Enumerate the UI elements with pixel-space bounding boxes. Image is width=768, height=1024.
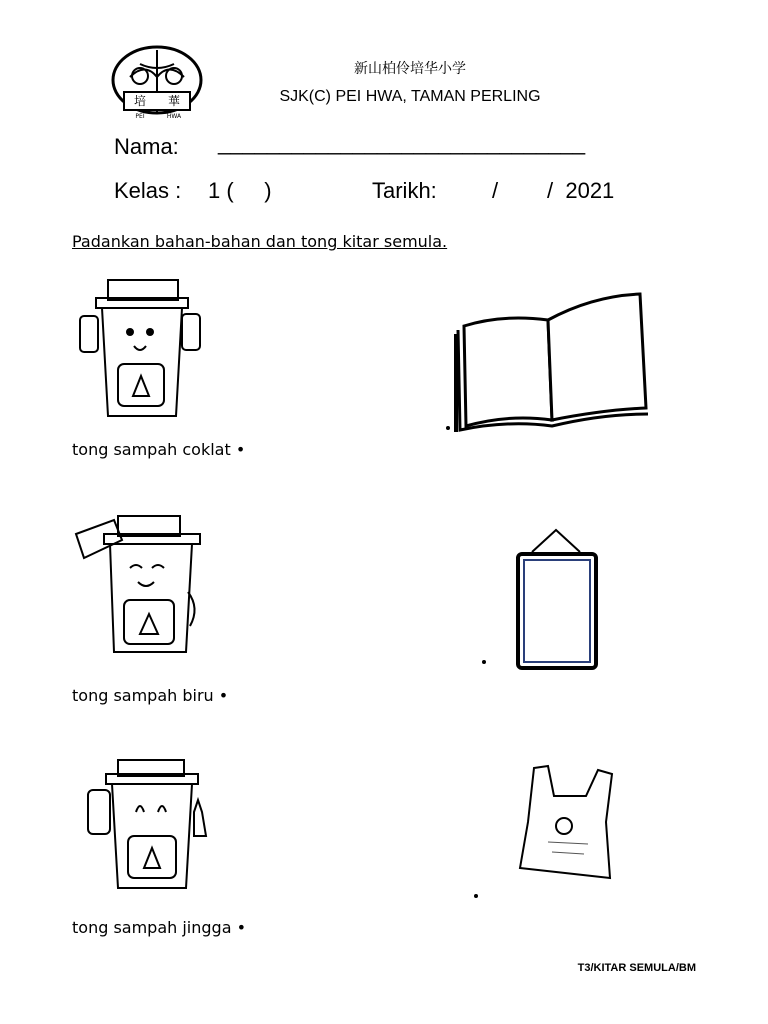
instruction: Padankan bahan-bahan dan tong kitar semula. [72, 232, 448, 251]
recycle-bin-orange-illustration [84, 756, 214, 900]
school-name-english: SJK(C) PEI HWA, TAMAN PERLING [279, 88, 541, 105]
recycle-bin-blue-illustration [74, 512, 204, 666]
school-logo [110, 42, 204, 122]
match-dot-mirror[interactable] [482, 660, 486, 664]
plastic-bag-illustration [514, 762, 624, 888]
recycle-bin-brown-illustration [78, 276, 206, 430]
footer-code: T3/KITAR SEMULA/BM [577, 962, 696, 974]
bin-label-brown: tong sampah coklat • [72, 440, 246, 459]
date-label: Tarikh: [372, 178, 437, 203]
logo-sub-left: PEI [135, 113, 145, 120]
school-name-chinese: 新山柏伶培华小学 [354, 61, 466, 77]
name-blank[interactable]: ______________________________ [218, 130, 586, 155]
name-label: Nama: [114, 134, 179, 159]
bin-label-orange: tong sampah jingga • [72, 918, 247, 937]
date-value[interactable]: / / 2021 [492, 178, 615, 203]
logo-text-right: 華 [167, 94, 181, 108]
open-book-illustration [452, 290, 648, 434]
match-dot-bag[interactable] [474, 894, 478, 898]
class-value[interactable]: 1 ( ) [208, 178, 272, 203]
mirror-illustration [514, 528, 604, 676]
class-label: Kelas : [114, 178, 182, 203]
bin-label-blue: tong sampah biru • [72, 686, 229, 705]
logo-sub-right: HWA [166, 113, 182, 120]
match-dot-book[interactable] [446, 426, 450, 430]
logo-text-left: 培 [133, 94, 147, 108]
